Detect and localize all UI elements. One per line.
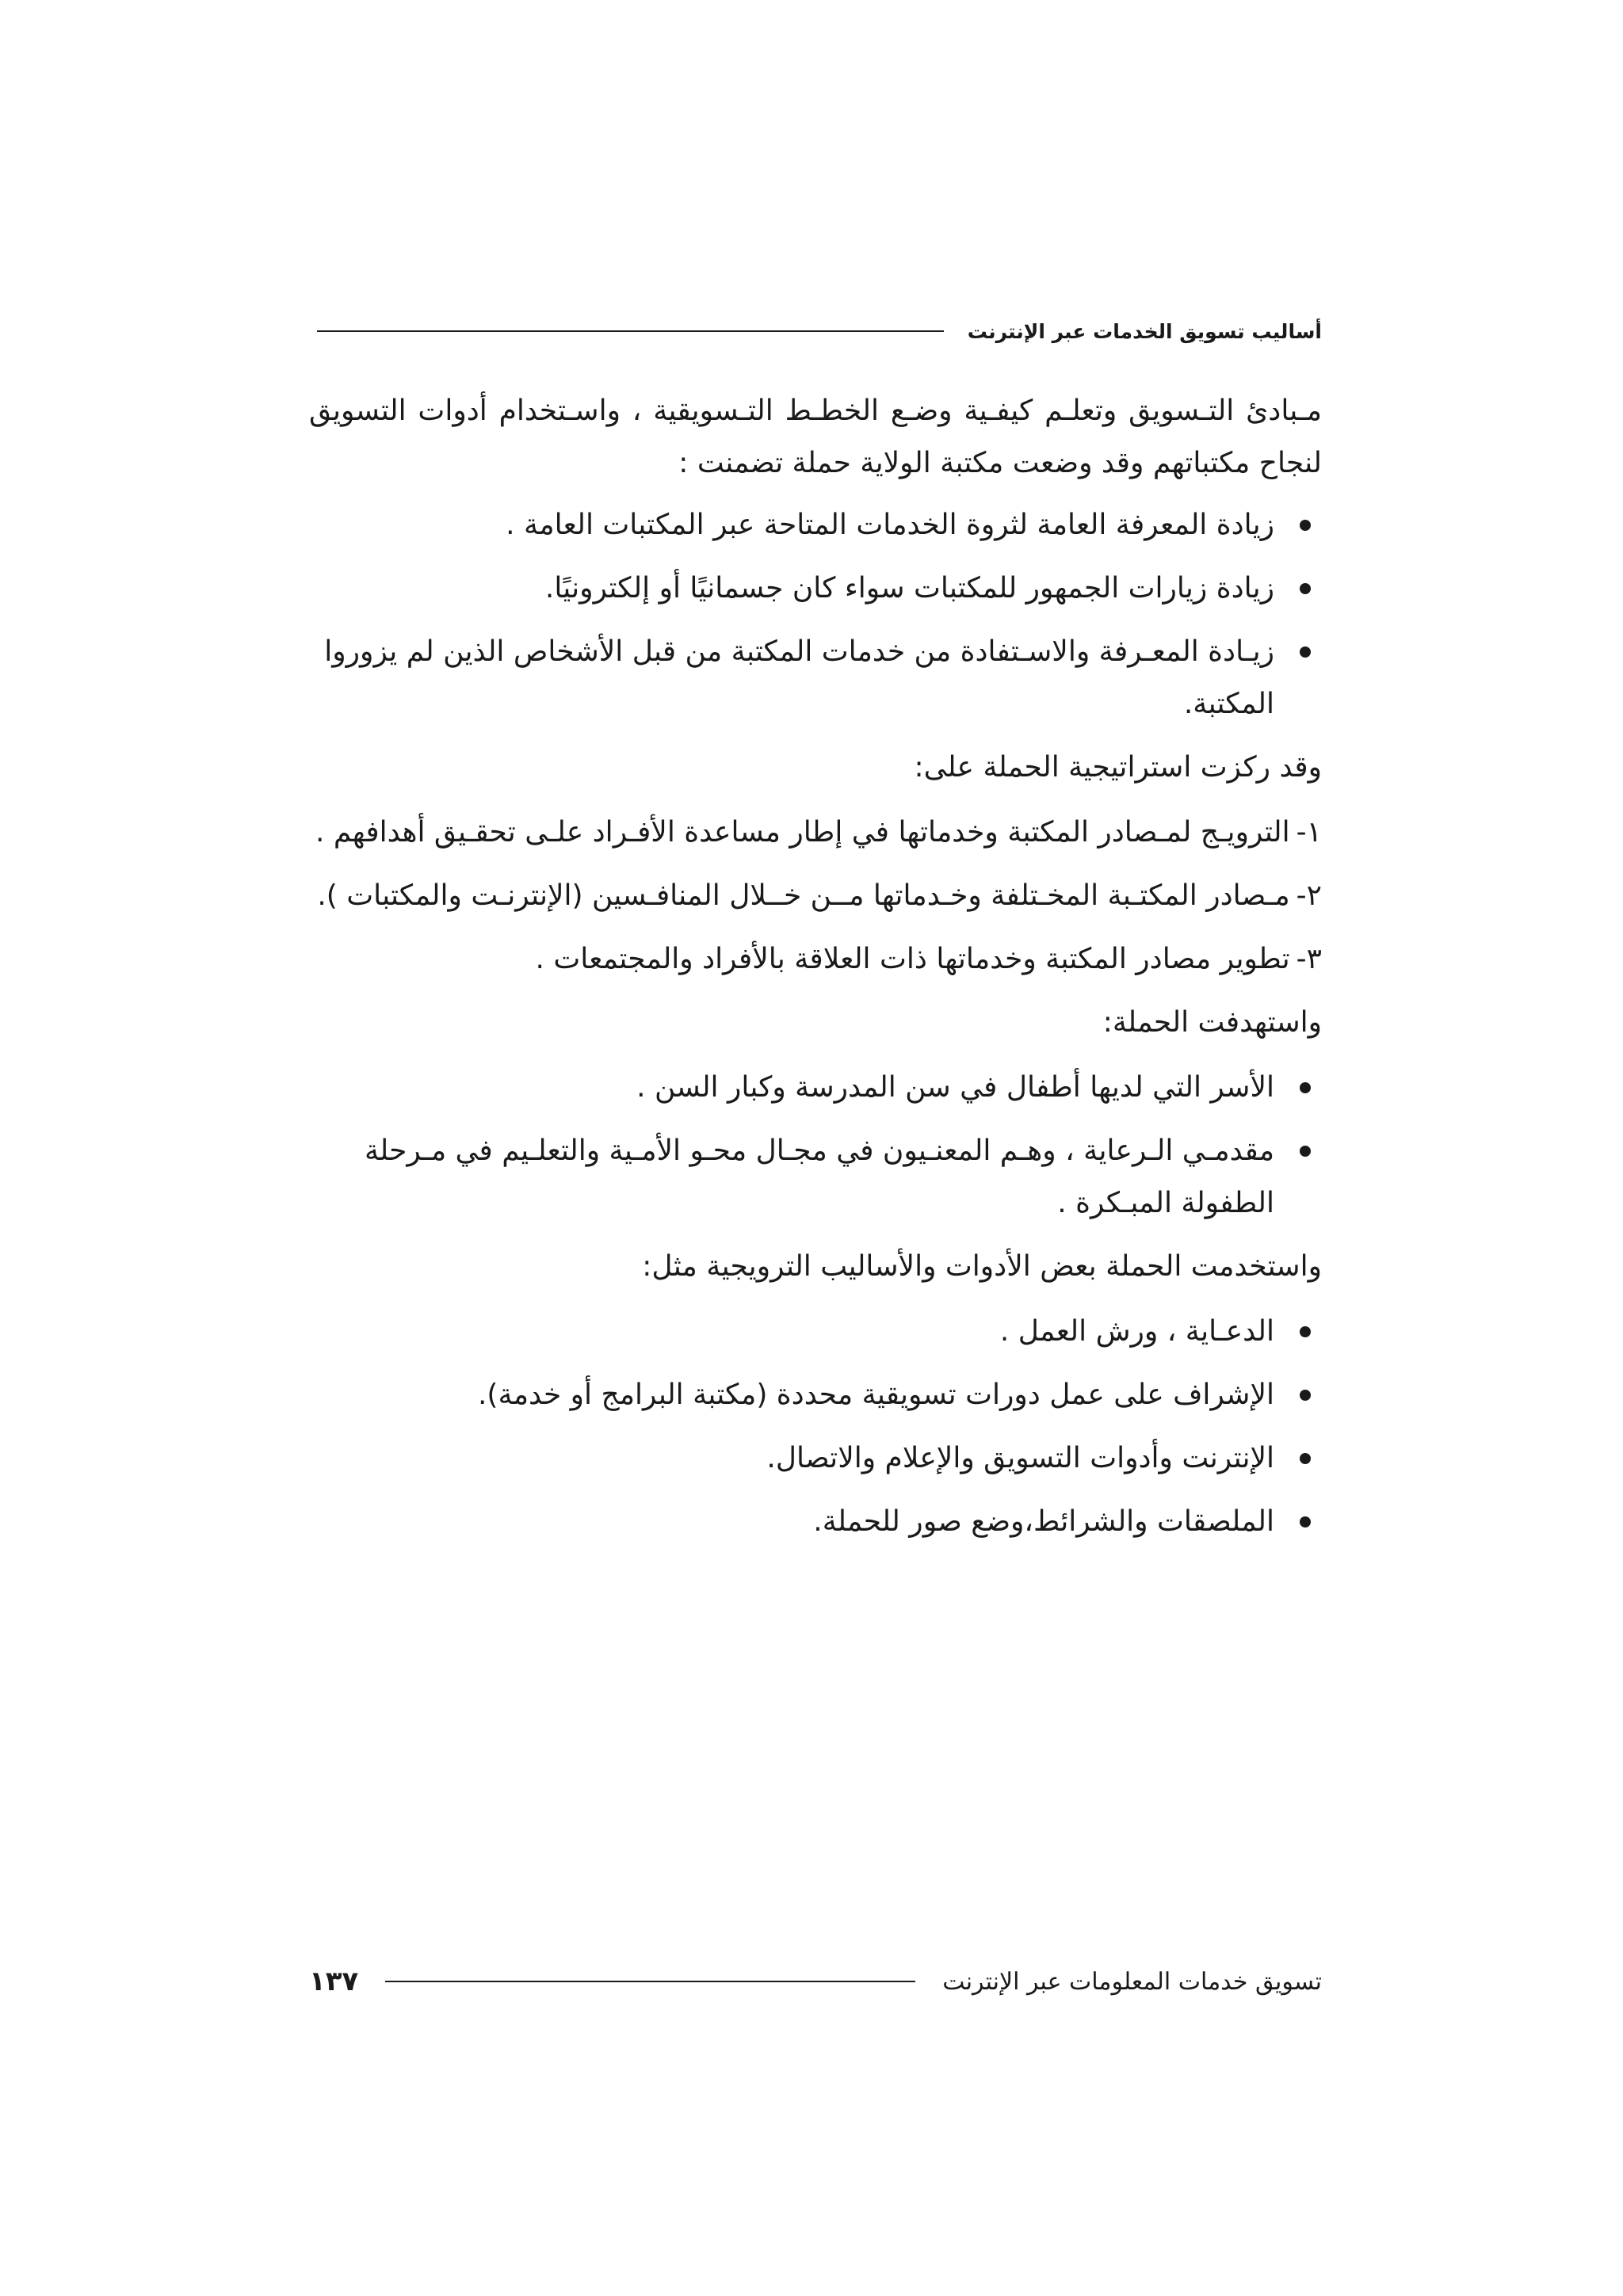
bullet-icon: [1300, 1453, 1311, 1464]
promotional-tools-list: [309, 1306, 1322, 1548]
item-text: مـصادر المكتـبة المخـتلفة وخـدماتها مــن خــلال المنافـسين (الإنترنـت والمكتبات ).: [317, 879, 1290, 912]
running-header-title: أساليب تسويق الخدمات عبر الإنترنت: [967, 319, 1322, 343]
list-item-text: زيـادة المعـرفة والاسـتفادة من خدمات المكتبة من قبل الأشخاص الذين لم يزوروا المكتبة.: [324, 635, 1274, 720]
list-item: [309, 1432, 1322, 1485]
page-number: ١٣٧: [309, 1966, 359, 1997]
bullet-icon: [1300, 1082, 1311, 1093]
list-item: [309, 1125, 1322, 1230]
target-intro: واستهدفت الحملة:: [1102, 1006, 1322, 1039]
list-item: [309, 1369, 1322, 1421]
item-text: الترويـج لمـصادر المكتبة وخدماتها في إطار مساعدة الأفـراد علـى تحقـيق أهدافهم .: [315, 816, 1290, 849]
list-item-text: الإنترنت وأدوات التسويق والإعلام والاتصال.: [766, 1442, 1274, 1474]
bullet-icon: [1300, 520, 1311, 531]
item-number: ١-: [1296, 816, 1322, 849]
running-header: [317, 315, 1322, 347]
header-rule: [317, 330, 944, 332]
list-item-text: زيادة المعرفة العامة لثروة الخدمات المتاحة عبر المكتبات العامة .: [506, 509, 1274, 541]
strategy-intro: وقد ركزت استراتيجية الحملة على:: [914, 751, 1322, 784]
lead-paragraph: مـبادئ التـسويق وتعلـم كيفـية وضـع الخطـط التـسويقية ، واسـتخدام أدوات التسويق لنجاح مكتباتهم وقد وضعت مكتبة الولاية حملة تضمنت :: [309, 395, 1322, 479]
numbered-item: [309, 870, 1322, 922]
footer-book-title: تسويق خدمات المعلومات عبر الإنترنت: [942, 1967, 1322, 1996]
bullet-icon: [1300, 1326, 1311, 1337]
list-item-text: الملصقات والشرائط،وضع صور للحملة.: [813, 1505, 1274, 1538]
tools-intro: واستخدمت الحملة بعض الأدوات والأساليب الترويجية مثل:: [642, 1250, 1322, 1283]
list-item-text: الأسر التي لديها أطفال في سن المدرسة وكبار السن .: [636, 1071, 1274, 1104]
campaign-goals-list: [309, 499, 1322, 730]
bullet-icon: [1300, 1390, 1311, 1401]
item-number: ٣-: [1296, 943, 1322, 975]
running-footer: [309, 1962, 1322, 2001]
footer-rule: [385, 1981, 915, 1982]
list-item: [309, 1062, 1322, 1114]
bullet-icon: [1300, 1146, 1311, 1157]
bullet-icon: [1300, 1516, 1311, 1527]
list-item: [309, 626, 1322, 730]
list-item-text: الدعـاية ، ورش العمل .: [999, 1315, 1274, 1348]
list-item: [309, 1496, 1322, 1548]
target-audience-list: [309, 1062, 1322, 1230]
numbered-item: [309, 807, 1322, 859]
numbered-item: [309, 933, 1322, 986]
bullet-icon: [1300, 583, 1311, 594]
item-text: تطوير مصادر المكتبة وخدماتها ذات العلاقة بالأفراد والمجتمعات .: [535, 943, 1290, 975]
list-item: [309, 499, 1322, 551]
page-body: [309, 385, 1322, 1559]
bullet-icon: [1300, 646, 1311, 658]
list-item-text: مقدمـي الـرعاية ، وهـم المعنـيون في مجـال محـو الأمـية والتعلـيم في مـرحلة الطفولة المبـكرة .: [364, 1135, 1274, 1219]
list-item: [309, 563, 1322, 615]
list-item: [309, 1306, 1322, 1358]
item-number: ٢-: [1296, 879, 1322, 912]
list-item-text: زيادة زيارات الجمهور للمكتبات سواء كان جسمانيًا أو إلكترونيًا.: [544, 572, 1274, 605]
list-item-text: الإشراف على عمل دورات تسويقية محددة (مكتبة البرامج أو خدمة).: [477, 1379, 1274, 1411]
strategy-list: [309, 807, 1322, 986]
